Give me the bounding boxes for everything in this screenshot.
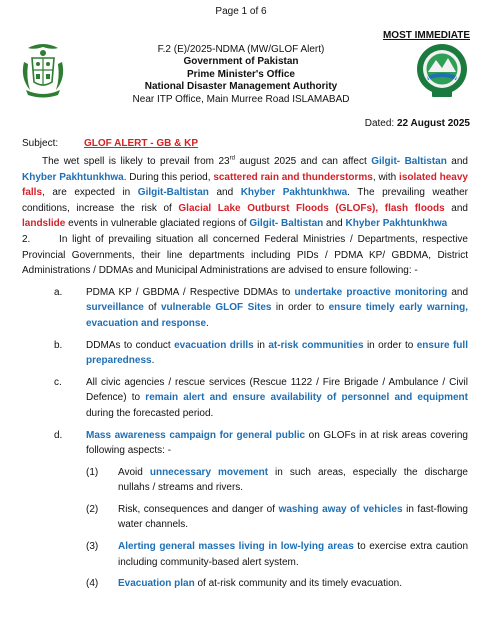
item-text: in order to (363, 339, 417, 351)
subject-label: Subject: (22, 138, 59, 149)
item-text: . (206, 317, 209, 329)
para1-highlight: Khyber Pakhtunkhwa (240, 187, 348, 199)
subitem-text: Risk, consequences and danger of (118, 503, 279, 515)
item-text: PDMA KP / GBDMA / Respective DDMAs to (86, 286, 295, 298)
page-number: Page 1 of 6 (215, 6, 267, 17)
item-text: in (253, 339, 269, 351)
letter-body (22, 154, 471, 592)
subitem-text: to exercise extra caution including community-based alert system. (118, 541, 469, 568)
para1-highlight: scattered rain and thunderstorms (213, 171, 373, 183)
item-highlight: remain alert and ensure availability of personnel and equipment (145, 392, 468, 404)
subitem-highlight: unnecessary movement (149, 466, 269, 478)
priority-label: MOST IMMEDIATE (382, 30, 470, 41)
para1-text: and (208, 187, 241, 199)
item-highlight: undertake proactive monitoring (294, 286, 448, 298)
para1-sup: rd (229, 155, 235, 162)
header-address: Near ITP Office, Main Murree Road ISLAMABAD (132, 93, 350, 105)
paragraph-1 (22, 154, 468, 232)
para1-text: and (446, 156, 468, 167)
item-letter: d. (54, 429, 63, 441)
para1-text: The wet spell is likely to prevail from 23 (42, 156, 230, 167)
dated-line (365, 118, 470, 129)
subitem-text: in such areas, especially the discharge nullahs / streams and rivers. (118, 466, 468, 494)
subitem-text: in fast-flowing water channels. (118, 503, 468, 531)
subject-line (22, 138, 198, 149)
para1-highlight: Gilgit- Baltistan (249, 218, 324, 230)
item-text: of (143, 302, 161, 314)
dated-label: Dated: (364, 118, 395, 129)
subitem-number: (2) (86, 503, 99, 515)
header-office: Prime Minister's Office (187, 68, 295, 80)
para1-text: and (444, 202, 468, 214)
list-item-d (22, 428, 468, 459)
subitem-2 (22, 502, 468, 533)
item-text: in order to (271, 302, 329, 314)
subitem-number: (3) (86, 541, 99, 553)
para1-highlight: Glacial Lake Outburst Floods (GLOFs), flash floods (178, 202, 445, 214)
item-highlight: ensure timely early warning, evacuation and response (86, 302, 468, 329)
header-authority: National Disaster Management Authority (144, 81, 338, 93)
para1-highlight: Gilgit- Baltistan (371, 156, 447, 167)
para1-text: . During this period, (123, 171, 214, 183)
para1-highlight: Gilgit-Baltistan (137, 187, 209, 199)
para1-highlight: Khyber Pakhtunkhwa (345, 218, 448, 230)
letter-header (90, 44, 392, 106)
para1-text: events in vulnerable glaciated regions of (65, 218, 250, 230)
subitem-highlight: Alerting general masses living in low-lying areas (118, 541, 354, 553)
item-text: and (447, 286, 468, 298)
government-emblem-icon (18, 42, 68, 98)
para1-highlight: landslide (22, 218, 66, 230)
para1-text: august 2025 and can affect (234, 156, 372, 167)
item-text: . (151, 355, 155, 367)
item-highlight: surveillance (86, 302, 144, 314)
item-text: during the forecasted period. (86, 407, 214, 419)
subitem-highlight: washing away of vehicles (278, 503, 403, 515)
dated-value: 22 August 2025 (397, 118, 470, 129)
item-highlight: evacuation drills (174, 339, 254, 351)
subitem-1 (22, 465, 468, 496)
item-letter: b. (54, 339, 63, 351)
item-letter: a. (54, 286, 63, 298)
list-item-b (22, 338, 468, 369)
subject-text: GLOF ALERT - GB & KP (84, 138, 199, 149)
item-text: DDMAs to conduct (86, 339, 175, 351)
subitem-number: (4) (86, 578, 99, 590)
para1-text: , are expected in (42, 187, 138, 199)
ndma-logo-icon (414, 42, 470, 100)
subitem-list (22, 465, 468, 592)
subitem-number: (1) (86, 466, 99, 478)
reference-number: F.2 (E)/2025-NDMA (MW/GLOF Alert) (157, 44, 325, 55)
item-highlight: vulnerable GLOF Sites (160, 302, 272, 314)
subitem-highlight: Evacuation plan (118, 578, 195, 590)
item-text: on GLOFs in at risk areas covering following aspects: - (86, 429, 468, 457)
para1-highlight: Khyber Pakhtunkhwa (22, 171, 124, 183)
subitem-3 (22, 539, 468, 570)
item-highlight: ensure full preparedness (86, 339, 468, 367)
para1-text: , with (372, 171, 400, 183)
paragraph-2: 2. In light of prevailing situation all concerned Federal Ministries / Departments, respective Provincial Governments, their line departments including PIDs / PDMA KP/ GBDMA, District Administrations / DDMAs and Municipal Administrations are advised to ensure following: - (22, 233, 471, 277)
para1-text: . The prevailing weather conditions, increase the risk of (22, 187, 469, 214)
list-item-c (22, 375, 468, 422)
header-government: Government of Pakistan (183, 56, 299, 68)
subitem-text: of at-risk community and its timely evacuation. (194, 578, 402, 590)
list-item-a (22, 285, 468, 332)
item-highlight: at-risk communities (268, 339, 364, 351)
item-highlight: Mass awareness campaign for general public (86, 429, 306, 441)
para1-text: and (323, 218, 346, 230)
item-text: All civic agencies / rescue services (Rescue 1122 / Fire Brigade / Ambulance / Civil Defence) to (86, 376, 468, 404)
para1-highlight: isolated heavy falls (22, 171, 468, 199)
subitem-4 (22, 576, 468, 592)
item-letter: c. (54, 376, 62, 388)
subitem-text: Avoid (118, 466, 150, 478)
